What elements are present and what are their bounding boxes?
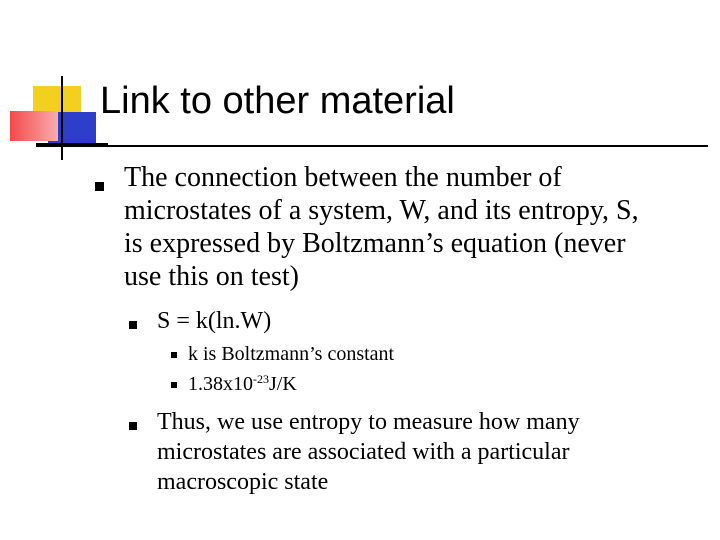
bullet-marker-main (95, 182, 104, 191)
logo-red-fade (10, 111, 58, 141)
bullet-marker-conclusion (129, 422, 137, 430)
constant-value (188, 370, 297, 400)
bullet-marker-constant-value (171, 382, 177, 388)
constant-mantissa: 1.38x10 (188, 373, 253, 395)
equation-text: S = k(ln.W) (157, 308, 272, 334)
constant-unit: J/K (269, 373, 297, 395)
slide-title: Link to other material (100, 80, 455, 122)
constant-exponent: -23 (253, 372, 269, 386)
title-divider (36, 145, 708, 147)
bullet-marker-equation (129, 321, 137, 329)
logo-vertical-line (61, 76, 63, 160)
conclusion-text: Thus, we use entropy to measure how many microstates are associated with a particular macroscopic state (157, 409, 580, 495)
bullet-main-text: The connection between the number of microstates of a system, W, and its entropy, S, is expressed by Boltzmann’s equation (never use this on test) (124, 162, 639, 292)
bullet-marker-constant-desc (171, 352, 177, 358)
constant-description: k is Boltzmann’s constant (188, 343, 395, 365)
